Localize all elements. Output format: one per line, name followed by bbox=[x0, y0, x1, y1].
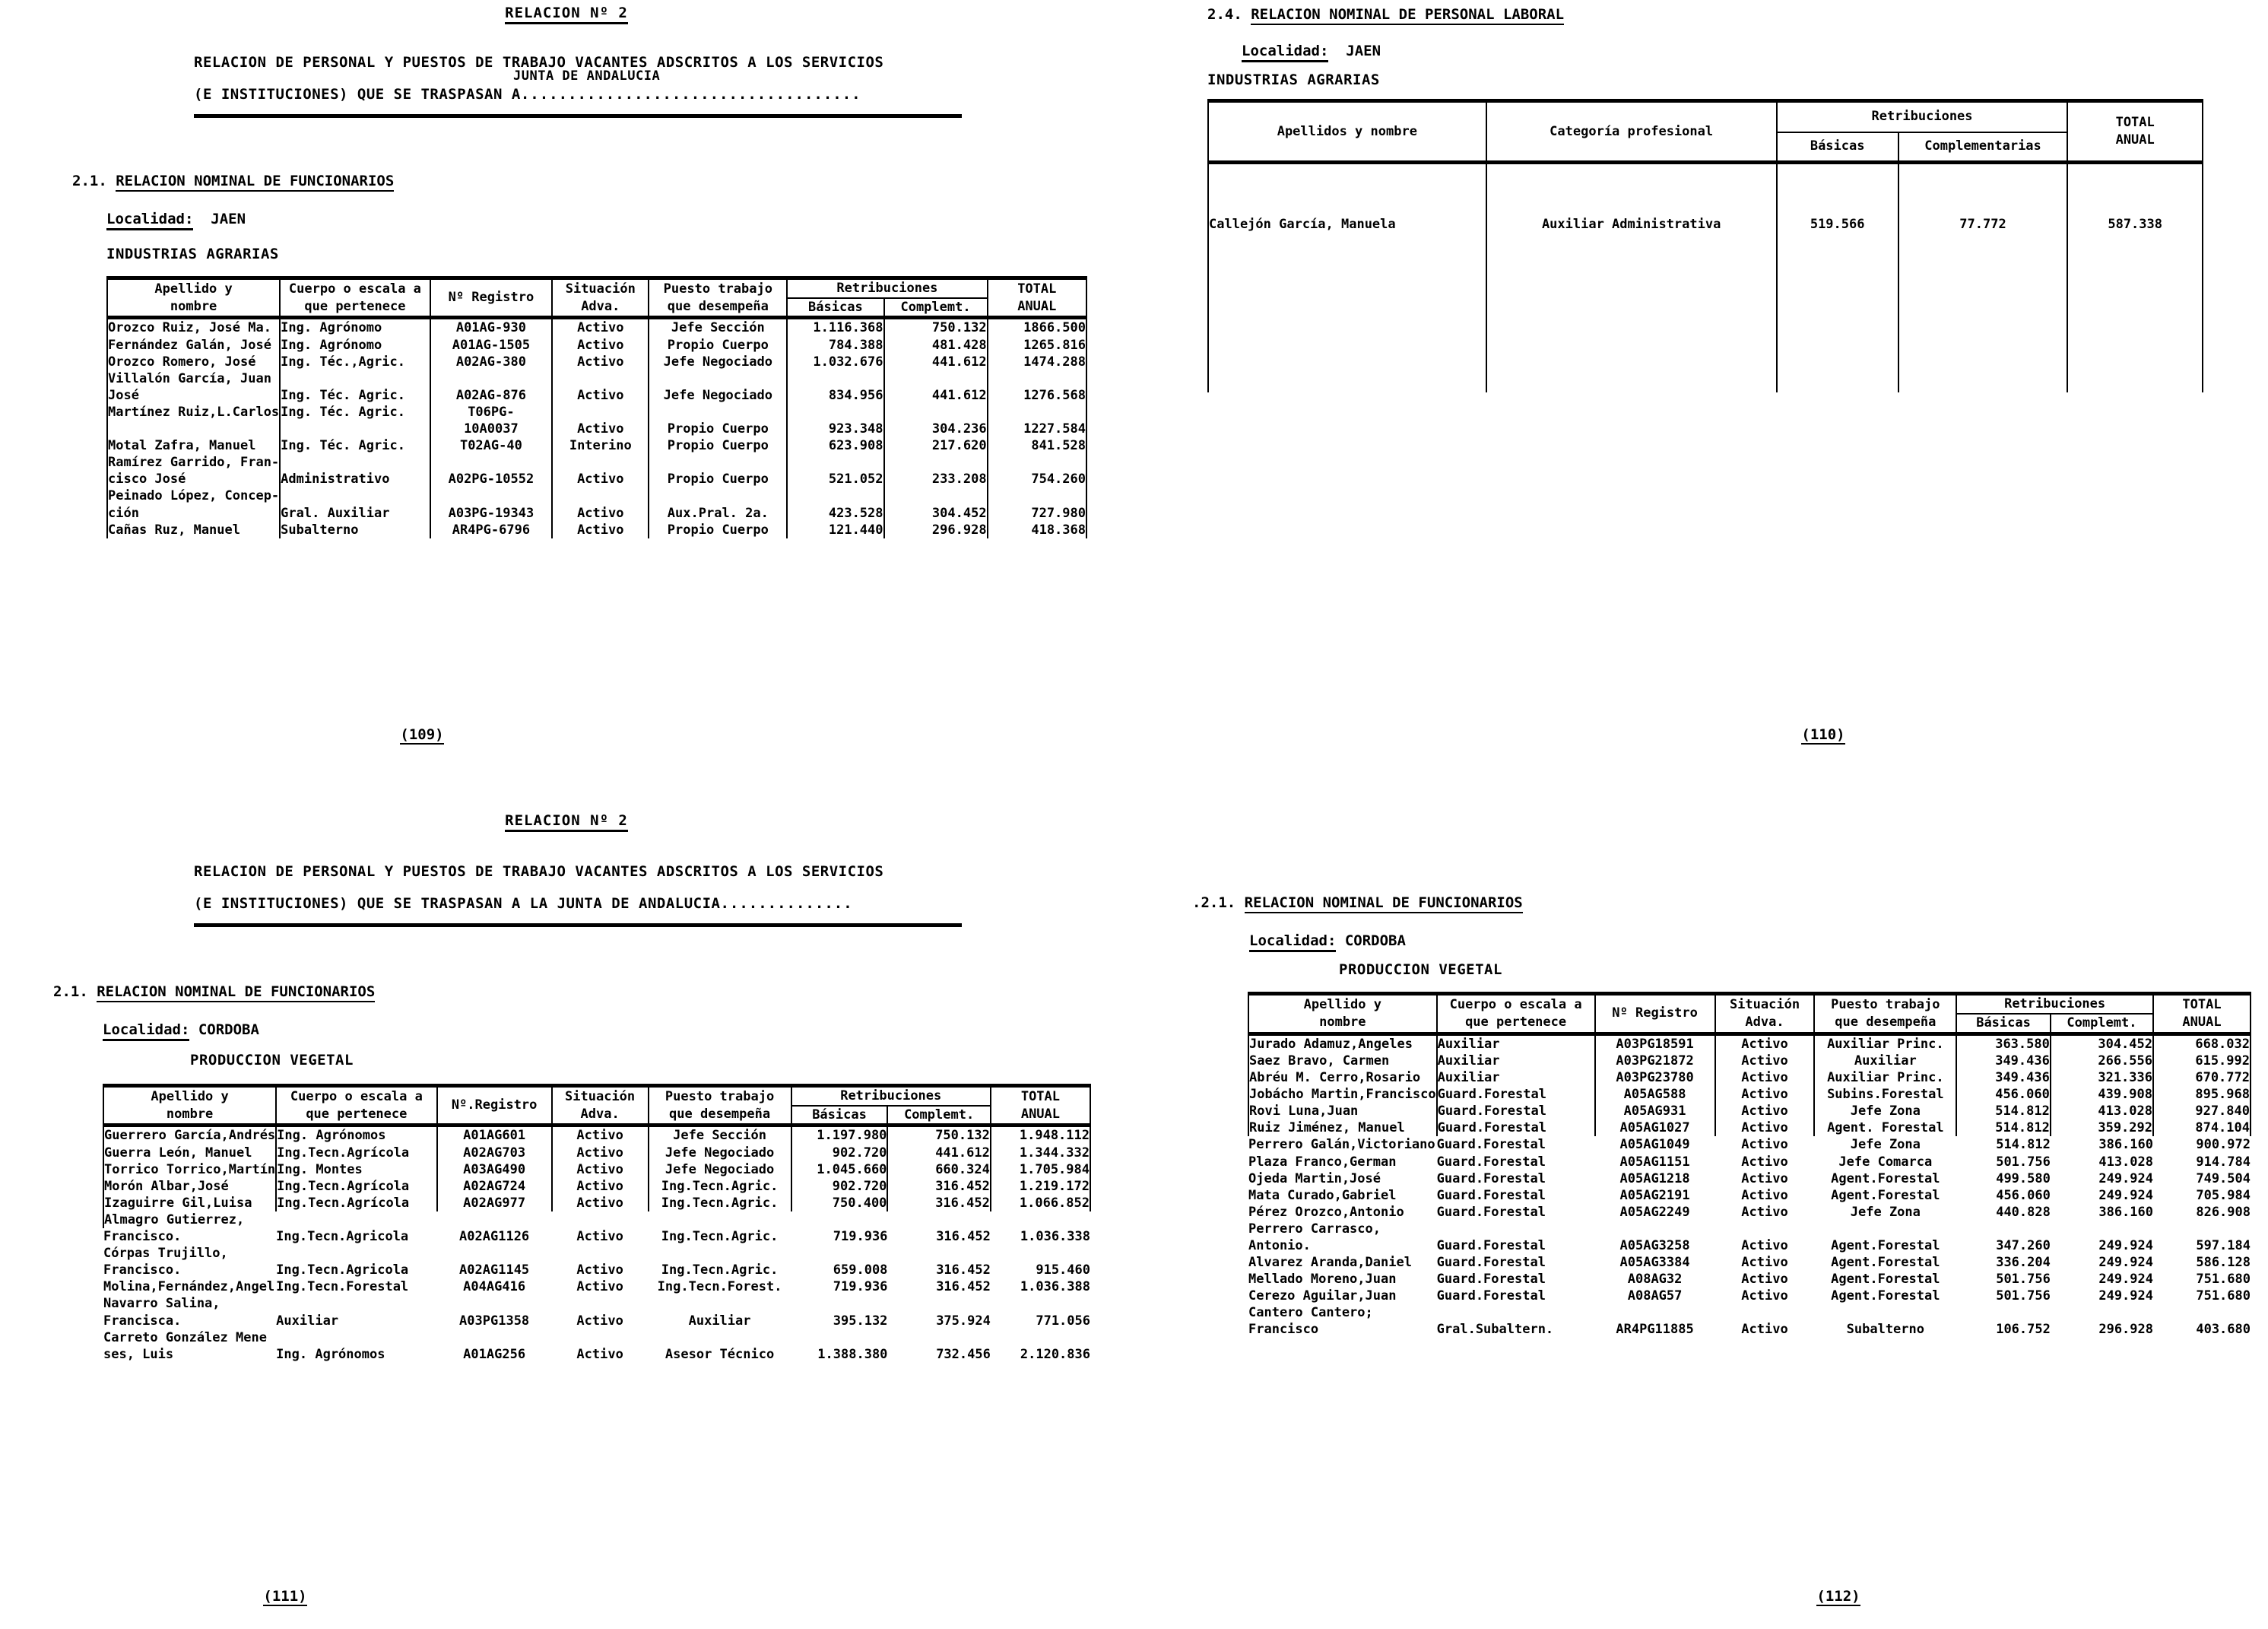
page-111 bbox=[0, 797, 1133, 1629]
col-puesto-112: Puesto trabajo que desempeña bbox=[1814, 994, 1956, 1032]
table-row: Plaza Franco,German Guard.Forestal A05AG1151 Activo Jefe Comarca 501.756 413.028 914.784 bbox=[1248, 1154, 2251, 1170]
table-row: Mata Curado,Gabriel Guard.Forestal A05AG2191 Activo Agent.Forestal 456.060 249.924 705.984 bbox=[1248, 1187, 2251, 1203]
heading-dots-111: .............. bbox=[720, 894, 853, 912]
localidad-label-112: Localidad: bbox=[1249, 932, 1336, 952]
table-row-cont: Ramírez Garrido, Fran- bbox=[107, 454, 1086, 471]
table-row: Antonio. Guard.Forestal A05AG3258 Activo Agent.Forestal 347.260 249.924 597.184 bbox=[1248, 1238, 2251, 1253]
heading-line-1-111: RELACION DE PERSONAL Y PUESTOS DE TRABAJO VACANTES ADSCRITOS A LOS SERVICIOS bbox=[194, 863, 884, 880]
col-registro-109: Nº Registro bbox=[430, 278, 552, 316]
localidad-value-110: JAEN bbox=[1346, 43, 1381, 59]
col-complementarias-110: Complementarias bbox=[1898, 132, 2068, 160]
table-row-cont: Carreto González Mene bbox=[103, 1329, 267, 1345]
localidad-value-111: CORDOBA bbox=[198, 1021, 259, 1038]
table-row: Fernández Galán, José Ing. Agrónomo A01AG-1505 Activo Propio Cuerpo 784.388 481.428 1265.816 bbox=[108, 337, 1086, 353]
table-row-cont: Perrero Carrasco, bbox=[1248, 1221, 1381, 1237]
table-body-112 bbox=[1248, 1034, 2251, 1338]
relation-title-109: RELACION Nº 2 bbox=[0, 5, 1133, 21]
table-row-cont: Almagro Gutierrez, bbox=[103, 1211, 1090, 1228]
col-apellidos-110: Apellidos y nombre bbox=[1208, 101, 1486, 161]
table-row: Jobácho Martin,Francisco Guard.Forestal A05AG588 Activo Subins.Forestal 456.060 439.908 895.968 bbox=[1249, 1087, 2250, 1103]
table-row: Callejón García, Manuela Auxiliar Administrativa 519.566 77.772 587.338 bbox=[1208, 163, 2203, 233]
table-funcionarios-112 bbox=[1248, 992, 2251, 1338]
table-row: Pérez Orozco,Antonio Guard.Forestal A05AG2249 Activo Jefe Zona 440.828 386.160 826.908 bbox=[1248, 1204, 2251, 1220]
col-complement-111: Complemt. bbox=[887, 1106, 990, 1124]
col-cuerpo-112: Cuerpo o escala a que pertenece bbox=[1437, 994, 1595, 1032]
section-number-111: 2.1. bbox=[53, 983, 88, 1000]
col-situacion-112: Situación Adva. bbox=[1715, 994, 1815, 1032]
col-puesto-109: Puesto trabajo que desempeña bbox=[649, 278, 787, 316]
col-situacion-109: Situación Adva. bbox=[552, 278, 649, 316]
page-number-110: (110) bbox=[1801, 726, 1845, 743]
section-number-112: .2.1. bbox=[1192, 894, 1236, 911]
section-label-109: RELACION NOMINAL DE FUNCIONARIOS bbox=[116, 173, 394, 192]
table-body-109 bbox=[107, 318, 1086, 538]
table-row: Saez Bravo, Carmen Auxiliar A03PG21872 Activo Auxiliar 349.436 266.556 615.992 bbox=[1249, 1053, 2250, 1069]
table-row: Cañas Ruz, Manuel Subalterno AR4PG-6796 Activo Propio Cuerpo 121.440 296.928 418.368 bbox=[108, 522, 1086, 538]
localidad-label-111: Localidad: bbox=[103, 1021, 189, 1041]
table-row-cont: Peinado López, Concep- bbox=[107, 487, 1086, 504]
section-label-111: RELACION NOMINAL DE FUNCIONARIOS bbox=[97, 983, 375, 1002]
page-number-111: (111) bbox=[263, 1588, 307, 1605]
col-basicas-109: Básicas bbox=[787, 298, 883, 316]
table-row: Francisco Gral.Subaltern. AR4PG11885 Activo Subalterno 106.752 296.928 403.680 bbox=[1248, 1322, 2251, 1338]
table-row: Morón Albar,José Ing.Tecn.Agrícola A02AG724 Activo Ing.Tecn.Agric. 902.720 316.452 1.219.172 bbox=[104, 1178, 1090, 1194]
col-retribuciones-112: Retribuciones bbox=[1956, 994, 2153, 1014]
table-row: Martínez Ruiz,L.Carlos Ing. Téc. Agric. T06PG- bbox=[107, 404, 1086, 421]
section-number-110: 2.4. bbox=[1207, 6, 1242, 23]
col-registro-111: Nº.Registro bbox=[437, 1085, 552, 1123]
table-body-110 bbox=[1208, 163, 2203, 393]
page-110 bbox=[1135, 0, 2268, 795]
table-row-cont: Cantero Cantero; bbox=[1248, 1305, 1373, 1321]
page-number-109: (109) bbox=[400, 726, 444, 743]
section-label-112: RELACION NOMINAL DE FUNCIONARIOS bbox=[1245, 894, 1523, 913]
heading-fill-109: JUNTA DE ANDALUCIA bbox=[513, 68, 661, 84]
relation-title-111: RELACION Nº 2 bbox=[0, 812, 1133, 829]
table-row: Mellado Moreno,Juan Guard.Forestal A08AG32 Activo Agent.Forestal 501.756 249.924 751.680 bbox=[1248, 1272, 2251, 1288]
localidad-label-109: Localidad: bbox=[106, 211, 193, 230]
table-row: Alvarez Aranda,Daniel Guard.Forestal A05AG3384 Activo Agent.Forestal 336.204 249.924 586.128 bbox=[1248, 1255, 2251, 1271]
table-row: Ojeda Martin,José Guard.Forestal A05AG1218 Activo Agent.Forestal 499.580 249.924 749.504 bbox=[1248, 1170, 2251, 1186]
col-apellido-109: Apellido y nombre bbox=[107, 278, 280, 316]
table-row: Rovi Luna,Juan Guard.Forestal A05AG931 Activo Jefe Zona 514.812 413.028 927.840 bbox=[1249, 1103, 2250, 1119]
heading-underline-111 bbox=[194, 923, 962, 927]
page-109 bbox=[0, 0, 1133, 795]
table-row: Abréu M. Cerro,Rosario Auxiliar A03PG23780 Activo Auxiliar Princ. 349.436 321.336 670.772 bbox=[1249, 1070, 2250, 1086]
section-number-109: 2.1. bbox=[72, 172, 107, 189]
col-apellido-112: Apellido y nombre bbox=[1248, 994, 1437, 1032]
table-funcionarios-111 bbox=[103, 1084, 1091, 1363]
localidad-value-109: JAEN bbox=[211, 210, 246, 227]
table-row: Perrero Galán,Victoriano Guard.Forestal A05AG1049 Activo Jefe Zona 514.812 386.160 900.972 bbox=[1248, 1137, 2251, 1153]
page-112 bbox=[1135, 797, 2268, 1629]
table-row: Guerra León, Manuel Ing.Tecn.Agrícola A02AG703 Activo Jefe Negociado 902.720 441.612 1.344.332 bbox=[104, 1145, 1090, 1161]
heading-fill-111: LA JUNTA DE ANDALUCIA bbox=[529, 894, 721, 912]
col-registro-112: Nº Registro bbox=[1595, 994, 1715, 1032]
col-apellido-111: Apellido y nombre bbox=[103, 1085, 276, 1123]
col-basicas-112: Básicas bbox=[1956, 1014, 2051, 1032]
table-row: Orozco Romero, José Ing. Téc.,Agric. A02AG-380 Activo Jefe Negociado 1.032.676 441.612 1474.288 bbox=[108, 354, 1086, 370]
col-retribuciones-110: Retribuciones bbox=[1777, 101, 2068, 132]
unidad-110: INDUSTRIAS AGRARIAS bbox=[1207, 71, 1380, 88]
table-row: Francisca. Auxiliar A03PG1358 Activo Auxiliar 395.132 375.924 771.056 bbox=[103, 1313, 1090, 1329]
table-row: José Ing. Téc. Agric. A02AG-876 Activo Jefe Negociado 834.956 441.612 1276.568 bbox=[108, 387, 1086, 403]
table-row: ses, Luis Ing. Agrónomos A01AG256 Activo Asesor Técnico 1.388.380 732.456 2.120.836 bbox=[103, 1346, 1090, 1362]
table-row: Motal Zafra, Manuel Ing. Téc. Agric. T02AG-40 Interino Propio Cuerpo 623.908 217.620 841.528 bbox=[108, 438, 1086, 454]
col-cuerpo-111: Cuerpo o escala a que pertenece bbox=[276, 1085, 436, 1123]
table-row: Jurado Adamuz,Angeles Auxiliar A03PG18591 Activo Auxiliar Princ. 363.580 304.452 668.032 bbox=[1248, 1034, 2251, 1053]
unidad-112: PRODUCCION VEGETAL bbox=[1339, 961, 1502, 978]
table-row: Francisco. Ing.Tecn.Agricola A02AG1126 Activo Ing.Tecn.Agric. 719.936 316.452 1.036.338 bbox=[103, 1229, 1090, 1245]
col-basicas-110: Básicas bbox=[1777, 132, 1898, 160]
table-laboral-110 bbox=[1207, 99, 2203, 392]
table-row: Cerezo Aguilar,Juan Guard.Forestal A08AG57 Activo Agent.Forestal 501.756 249.924 751.680 bbox=[1248, 1288, 2251, 1304]
heading-underline-109 bbox=[194, 114, 962, 118]
table-row: Molina,Fernández,Angel Ing.Tecn.Forestal A04AG416 Activo Ing.Tecn.Forest. 719.936 316.452 1.036.388 bbox=[103, 1279, 1090, 1295]
table-row: Izaguirre Gil,Luisa Ing.Tecn.Agrícola A02AG977 Activo Ing.Tecn.Agric. 750.400 316.452 1.066.852 bbox=[104, 1195, 1090, 1211]
col-total-112: TOTAL ANUAL bbox=[2153, 994, 2251, 1032]
col-situacion-111: Situación Adva. bbox=[552, 1085, 649, 1123]
table-row-cont: Navarro Salina, bbox=[103, 1296, 220, 1312]
heading-dots-109: .................................... bbox=[520, 85, 861, 103]
col-puesto-111: Puesto trabajo que desempeña bbox=[649, 1085, 791, 1123]
table-row: Orozco Ruiz, José Ma. Ing. Agrónomo A01AG-930 Activo Jefe Sección 1.116.368 750.132 1866.500 bbox=[107, 318, 1086, 337]
section-label-110: RELACION NOMINAL DE PERSONAL LABORAL bbox=[1251, 6, 1564, 25]
table-row: Torrico Torrico,Martín Ing. Montes A03AG490 Activo Jefe Negociado 1.045.660 660.324 1.705.984 bbox=[104, 1161, 1090, 1177]
localidad-value-112: CORDOBA bbox=[1344, 932, 1406, 949]
col-cuerpo-109: Cuerpo o escala a que pertenece bbox=[280, 278, 430, 316]
table-row-cont: 10A0037 Activo Propio Cuerpo 923.348 304.236 1227.584 bbox=[107, 421, 1086, 437]
col-total-110: TOTAL ANUAL bbox=[2067, 101, 2203, 161]
table-row-empty bbox=[1208, 233, 2203, 392]
table-row: Ruiz Jiménez, Manuel Guard.Forestal A05AG1027 Activo Agent. Forestal 514.812 359.292 874.104 bbox=[1249, 1120, 2250, 1136]
localidad-label-110: Localidad: bbox=[1242, 43, 1328, 62]
heading-line-2-prefix-111: (E INSTITUCIONES) QUE SE TRASPASAN A bbox=[194, 894, 521, 912]
table-row: Guerrero García,Andrés Ing. Agrónomos A01AG601 Activo Jefe Sección 1.197.980 750.132 1.948.112 bbox=[103, 1126, 1090, 1145]
table-row: Francisco. Ing.Tecn.Agricola A02AG1145 Activo Ing.Tecn.Agric. 659.008 316.452 915.460 bbox=[103, 1262, 1090, 1278]
table-body-111 bbox=[103, 1126, 1090, 1363]
col-total-109: TOTAL ANUAL bbox=[988, 278, 1086, 316]
col-complement-109: Complemt. bbox=[884, 298, 988, 316]
page-number-112: (112) bbox=[1816, 1588, 1860, 1605]
table-row-cont: Villalón García, Juan bbox=[107, 370, 1086, 387]
col-total-111: TOTAL ANUAL bbox=[991, 1085, 1090, 1123]
table-row-cont: Córpas Trujillo, bbox=[103, 1246, 228, 1262]
col-retribuciones-111: Retribuciones bbox=[791, 1085, 991, 1105]
unidad-109: INDUSTRIAS AGRARIAS bbox=[106, 245, 279, 262]
unidad-111: PRODUCCION VEGETAL bbox=[190, 1051, 354, 1069]
col-complement-112: Complemt. bbox=[2051, 1014, 2153, 1032]
col-basicas-111: Básicas bbox=[791, 1106, 888, 1124]
heading-line-1-109: RELACION DE PERSONAL Y PUESTOS DE TRABAJO VACANTES ADSCRITOS A LOS SERVICIOS bbox=[194, 54, 884, 71]
table-funcionarios-109 bbox=[106, 276, 1087, 538]
col-retribuciones-109: Retribuciones bbox=[787, 278, 987, 297]
col-categoria-110: Categoría profesional bbox=[1486, 101, 1777, 161]
table-row: cisco José Administrativo A02PG-10552 Activo Propio Cuerpo 521.052 233.208 754.260 bbox=[108, 472, 1086, 487]
heading-line-2-prefix-109: (E INSTITUCIONES) QUE SE TRASPASAN A bbox=[194, 85, 521, 103]
table-row: ción Gral. Auxiliar A03PG-19343 Activo Aux.Pral. 2a. 423.528 304.452 727.980 bbox=[108, 505, 1086, 521]
